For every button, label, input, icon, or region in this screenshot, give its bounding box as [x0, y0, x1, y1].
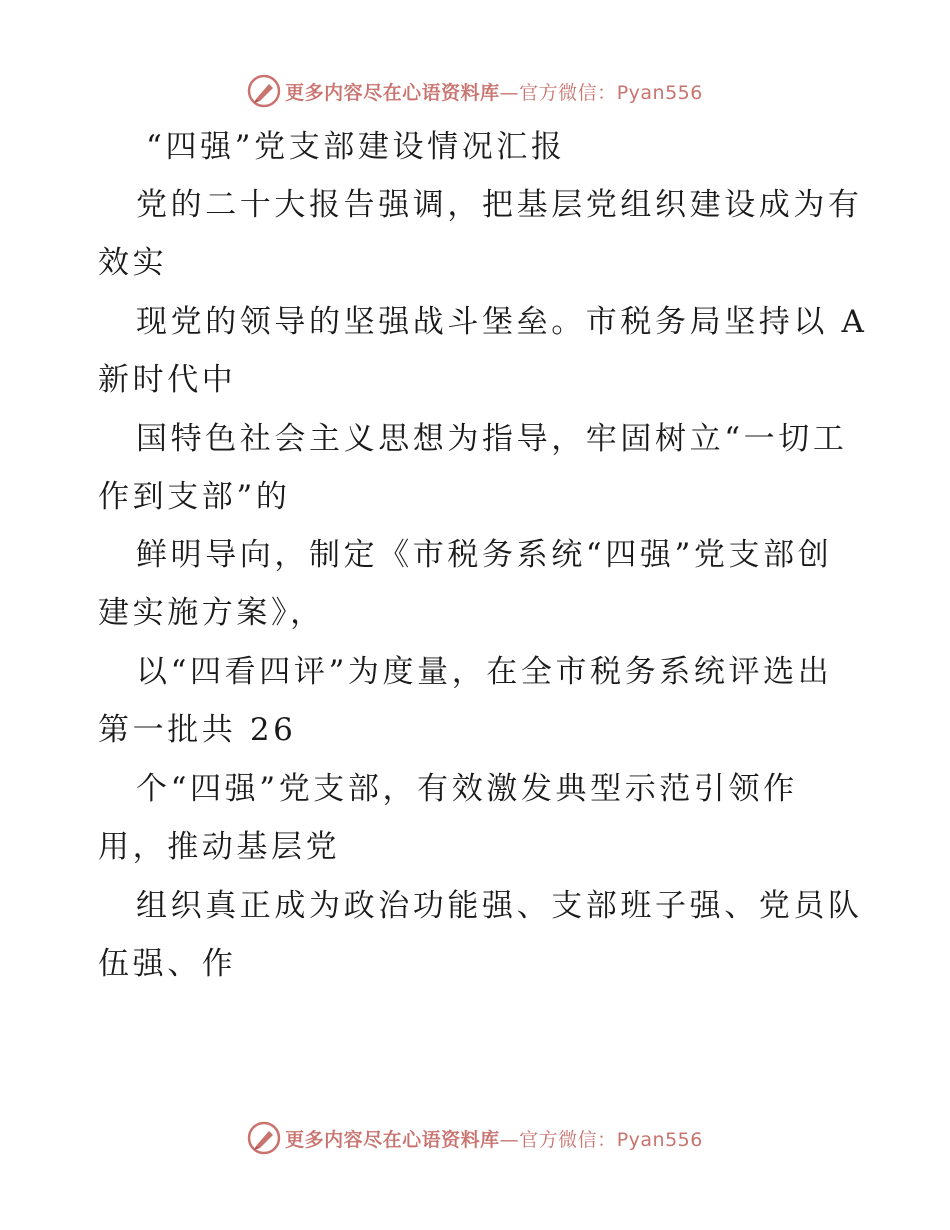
body-line: 现党的领导的坚强战斗堡垒。市税务局坚持以 A — [136, 304, 868, 340]
body-line: 个“四强”党支部，有效激发典型示范引领作 — [136, 771, 798, 807]
body-line: 以“四看四评”为度量，在全市税务系统评选出 — [136, 654, 833, 690]
body-line: 党的二十大报告强调，把基层党组织建设成为有 — [136, 187, 863, 223]
watermark-brand: 更多内容尽在心语资料库 — [285, 1128, 500, 1151]
watermark-contact-label: 官方微信： — [519, 81, 617, 104]
body-line: 鲜明导向，制定《市税务系统“四强”党支部创 — [136, 537, 833, 573]
body-line: 第一批共 26 — [98, 712, 297, 748]
watermark-contact-id: Pyan556 — [616, 1128, 703, 1151]
body-line: 国特色社会主义思想为指导，牢固树立“一切工 — [136, 421, 848, 457]
header-watermark — [0, 71, 950, 111]
watermark-contact-id: Pyan556 — [616, 81, 703, 104]
pen-logo-icon — [247, 1121, 281, 1155]
body-line: 组织真正成为政治功能强、支部班子强、党员队 — [136, 888, 863, 924]
body-line: 新时代中 — [98, 362, 237, 398]
footer-watermark — [0, 1118, 950, 1158]
watermark-separator: — — [499, 81, 520, 104]
watermark-text — [285, 1125, 703, 1152]
watermark-text — [285, 78, 703, 105]
watermark-contact-label: 官方微信： — [519, 1128, 617, 1151]
body-line: 效实 — [98, 245, 168, 281]
document-title: “四强”党支部建设情况汇报 — [146, 129, 566, 165]
body-line: 作到支部”的 — [98, 479, 291, 515]
pen-logo-icon — [247, 74, 281, 108]
body-line: 用，推动基层党 — [98, 829, 341, 865]
body-line: 伍强、作 — [98, 946, 237, 982]
body-line: 建实施方案》， — [98, 595, 325, 631]
watermark-brand: 更多内容尽在心语资料库 — [285, 81, 500, 104]
watermark-separator: — — [499, 1128, 520, 1151]
